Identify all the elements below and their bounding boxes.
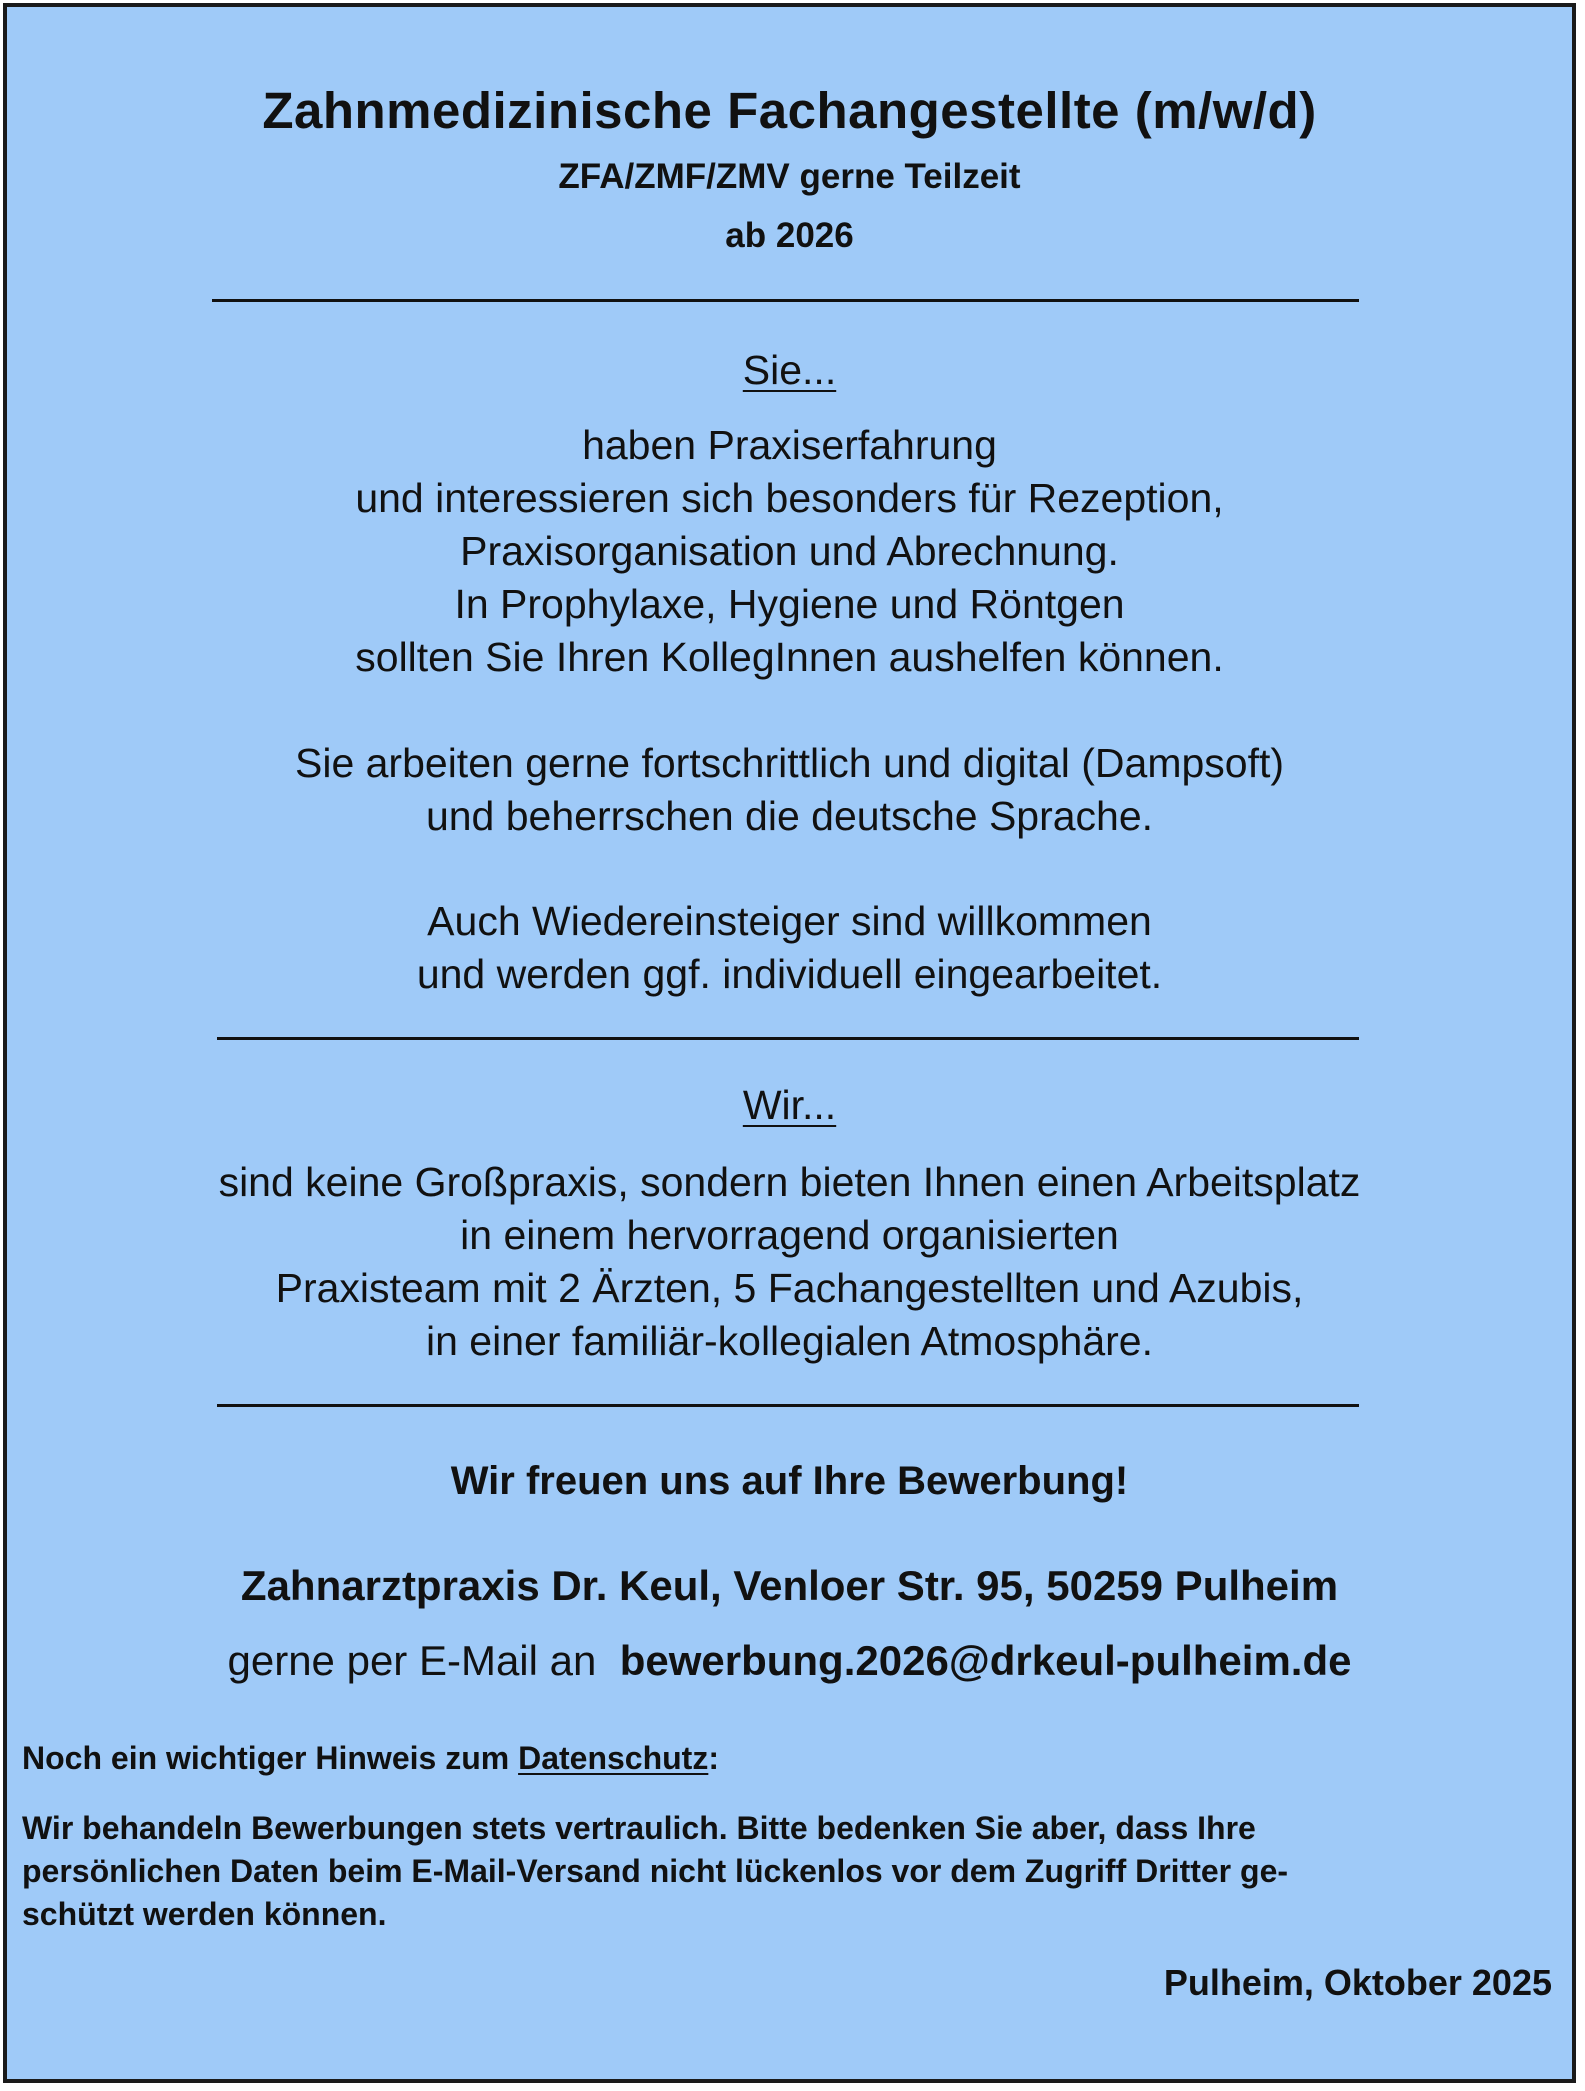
privacy-heading-suffix: : bbox=[708, 1740, 719, 1776]
text-line: in einem hervorragend organisierten bbox=[460, 1212, 1119, 1258]
place-date: Pulheim, Oktober 2025 bbox=[1163, 1962, 1552, 2003]
text-line: Sie arbeiten gerne fortschrittlich und digital (Dampsoft) bbox=[294, 740, 1285, 786]
text-line: und werden ggf. individuell eingearbeitet. bbox=[416, 951, 1163, 997]
text-line: und beherrschen die deutsche Sprache. bbox=[425, 793, 1154, 839]
privacy-heading-prefix: Noch ein wichtiger Hinweis zum bbox=[22, 1740, 519, 1776]
privacy-notice bbox=[22, 1807, 1288, 1936]
email-prefix: gerne per E-Mail an bbox=[227, 1637, 597, 1684]
section-heading-sie: Sie... bbox=[742, 347, 837, 393]
text-line: Praxisteam mit 2 Ärzten, 5 Fachangestellten und Azubis, bbox=[275, 1265, 1304, 1311]
privacy-heading-link: Datenschutz bbox=[518, 1740, 709, 1776]
text-line: sind keine Großpraxis, sondern bieten Ihnen einen Arbeitsplatz bbox=[218, 1159, 1361, 1205]
wir-paragraph bbox=[7, 1156, 1572, 1368]
sie-paragraph-1 bbox=[7, 419, 1572, 684]
text-line: schützt werden können. bbox=[22, 1896, 387, 1932]
sie-paragraph-3 bbox=[7, 895, 1572, 1001]
divider-middle bbox=[217, 1037, 1359, 1040]
text-line: persönlichen Daten beim E-Mail-Versand nicht lückenlos vor dem Zugriff Dritter ge- bbox=[22, 1853, 1289, 1889]
text-line: In Prophylaxe, Hygiene und Röntgen bbox=[454, 581, 1125, 627]
job-ad-panel bbox=[3, 3, 1576, 2083]
sie-paragraph-2 bbox=[7, 737, 1572, 843]
text-line: und interessieren sich besonders für Rezeption, bbox=[355, 475, 1224, 521]
practice-address: Zahnarztpraxis Dr. Keul, Venloer Str. 95, 50259 Pulheim bbox=[240, 1562, 1339, 1609]
section-heading-wir: Wir... bbox=[742, 1082, 837, 1128]
text-line: Wir behandeln Bewerbungen stets vertraulich. Bitte bedenken Sie aber, dass Ihre bbox=[22, 1810, 1256, 1846]
call-to-action: Wir freuen uns auf Ihre Bewerbung! bbox=[450, 1459, 1129, 1503]
text-line: Praxisorganisation und Abrechnung. bbox=[460, 528, 1119, 574]
email-line bbox=[7, 1637, 1572, 1685]
text-line: sollten Sie Ihren KollegInnen aushelfen können. bbox=[355, 634, 1224, 680]
text-line: in einer familiär-kollegialen Atmosphäre. bbox=[426, 1318, 1153, 1364]
divider-top bbox=[212, 299, 1359, 302]
ad-subtitle: ZFA/ZMF/ZMV gerne Teilzeit bbox=[558, 157, 1021, 196]
divider-bottom bbox=[217, 1404, 1359, 1407]
text-line: Auch Wiedereinsteiger sind willkommen bbox=[427, 898, 1152, 944]
email-link[interactable]: bewerbung.2026@drkeul-pulheim.de bbox=[619, 1637, 1352, 1684]
ad-title: Zahnmedizinische Fachangestellte (m/w/d) bbox=[262, 82, 1317, 139]
text-line: haben Praxiserfahrung bbox=[582, 422, 997, 468]
privacy-heading bbox=[22, 1740, 719, 1777]
ad-start-date: ab 2026 bbox=[725, 216, 854, 255]
